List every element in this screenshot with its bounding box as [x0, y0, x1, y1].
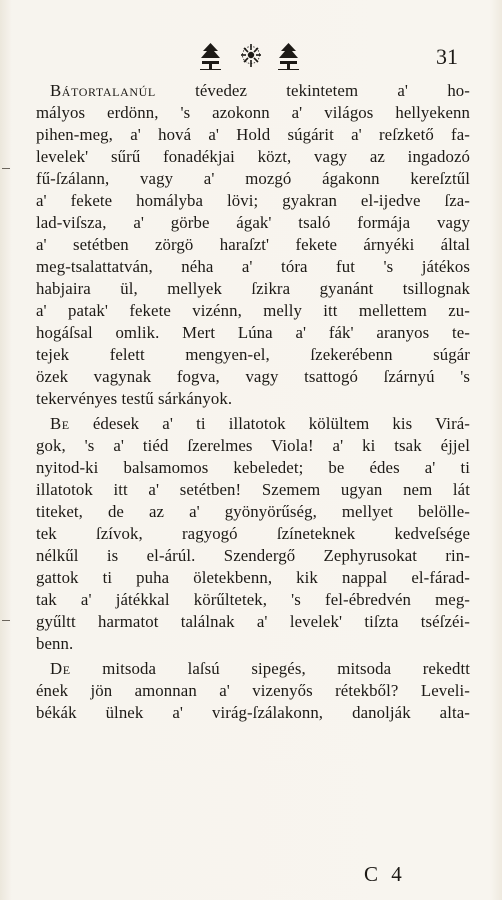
text-line: tak a' játékkal körűltetek, 's fel-ébredvén meg-: [36, 590, 470, 609]
text-line: a' fekete homályba lövi; gyakran el-ijedve ſza-: [36, 191, 470, 210]
text-line: benn.: [36, 634, 74, 653]
text-line: nélkűl is el-árúl. Szendergő Zephyrusokat rin-: [36, 546, 470, 565]
paragraph-3: [36, 658, 470, 724]
text-line: gattok ti puha öletekbenn, kik nappal el-fárad-: [36, 568, 470, 587]
text-line: gok, 's a' tiéd ſzerelmes Viola! a' ki tsak éjjel: [36, 436, 470, 455]
paragraph-2: [36, 413, 470, 655]
text-line: mályos erdönn, 's azokonn a' világos hellyekenn: [36, 103, 470, 122]
text-line: nyitod-ki balsamomos kebeledet; be édes a' ti: [36, 458, 470, 477]
text-line: ének jön amonnan a' vizenyős rétekből? Leveli-: [36, 681, 470, 700]
text-line: Be édesek a' ti illatotok kölültem kis Virá-: [50, 414, 470, 433]
text-line: gyűltt harmatot találnak a' levelek' tiſzta tséſzéi-: [36, 612, 470, 631]
text-line: titeket, de az a' gyönyörűség, mellyet belölle-: [36, 502, 470, 521]
paragraph-1: [36, 80, 470, 410]
text-line: békák ülnek a' virág-ſzálakonn, danolják alta-: [36, 703, 470, 722]
flower-ornament-icon: [241, 44, 261, 67]
paragraph-lead-word: Be: [50, 414, 70, 433]
text-line: hogáſsal omlik. Mert Lúna a' fák' aranyos te-: [36, 323, 470, 342]
page-number: 31: [436, 44, 458, 69]
margin-mark: [2, 620, 10, 621]
text-line: tejek felett mengyen-el, ſzekerébenn súgár: [36, 345, 470, 364]
text-line: De mitsoda laſsú sipegés, mitsoda rekedtt: [50, 659, 470, 678]
text-line: tekervényes testű sárkányok.: [36, 389, 233, 408]
text-line: illatotok itt a' setétben! Szemem ugyan nem lát: [36, 480, 470, 499]
tree-ornament-icon: [200, 43, 221, 70]
text-line: lad-viſsza, a' görbe ágak' tsaló formája vagy: [36, 213, 470, 232]
text-line: levelek' sűrű fonadékjai közt, vagy az ingadozó: [36, 147, 470, 166]
text-line: fű-ſzálann, vagy a' mozgó ágakonn kereſztűl: [36, 169, 470, 188]
text-line: Bátortalanúl tévedez tekintetem a' ho-: [50, 81, 470, 100]
text-line: pihen-meg, a' hová a' Hold súgárit a' reſzkető fa-: [36, 125, 470, 144]
paragraph-lead-word: De: [50, 659, 71, 678]
tree-ornament-icon: [278, 43, 299, 70]
text-line: habjaira ül, mellyek ſzikra gyanánt tsillognak: [36, 279, 470, 298]
printer-signature-mark: C 4: [364, 862, 406, 886]
text-line: özek vagynak fogva, vagy tsattogó ſzárnyú 's: [36, 367, 470, 386]
paragraph-lead-word: Bátortalanúl: [50, 81, 156, 100]
text-line: meg-tsalattatván, néha a' tóra fut 's játékos: [36, 257, 470, 276]
margin-mark: [2, 168, 10, 169]
text-line: a' setétben zörgö haraſzt' fekete árnyéki által: [36, 235, 470, 254]
body-text: [36, 80, 470, 727]
text-line: tek ſzívok, ragyogó ſzíneteknek kedveſsége: [36, 524, 470, 543]
text-line: a' patak' fekete vizénn, melly itt mellettem zu-: [36, 301, 470, 320]
header-ornament: [196, 40, 306, 70]
